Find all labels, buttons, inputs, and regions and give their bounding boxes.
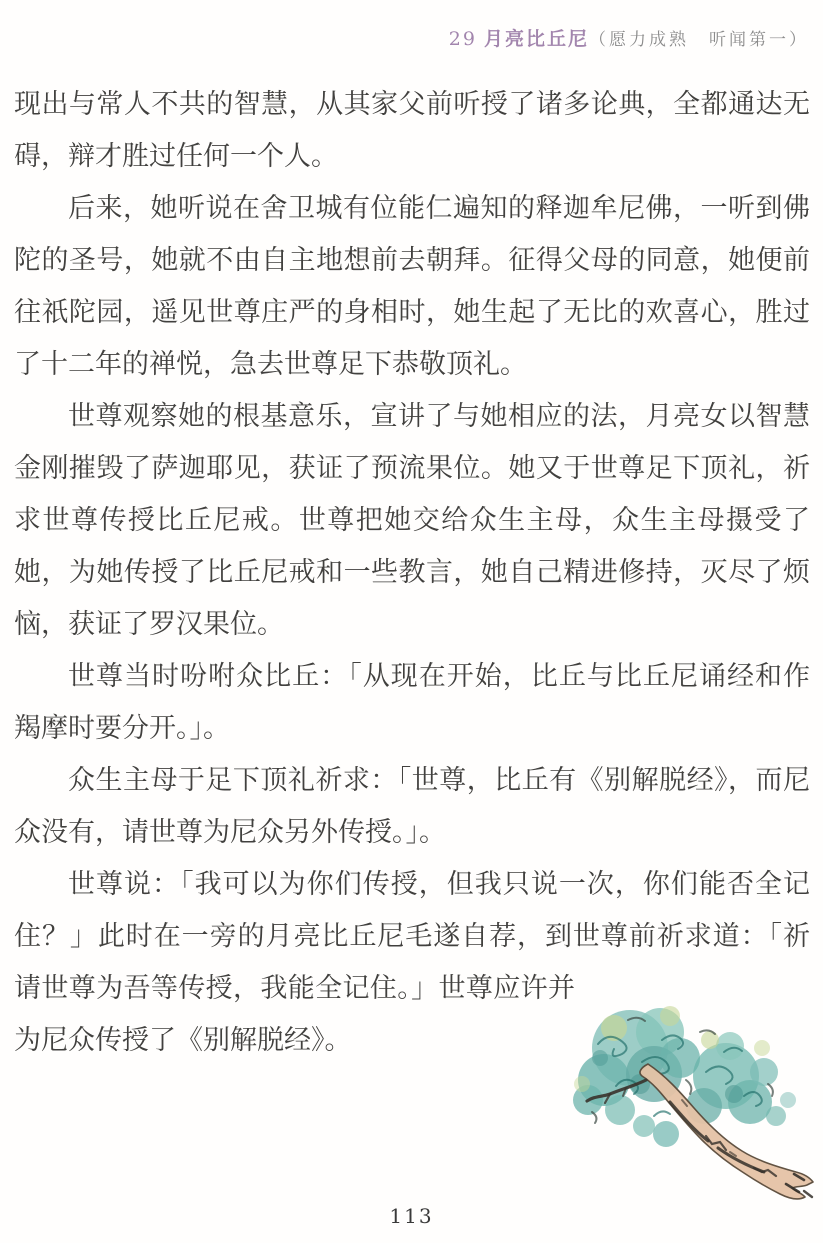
paragraph bbox=[14, 859, 810, 1067]
paragraph bbox=[14, 651, 810, 755]
paragraph-text: 世尊说：「我可以为你们传授，但我只说一次，你们能否全记住？」此时在一旁的月亮比丘尼毛遂自荐，到世尊前祈求道：「祈请世尊为吾等传授，我能全记住。」世尊应许并为尼众传授了《别解脱经》。 bbox=[14, 869, 810, 1056]
paragraph bbox=[14, 755, 810, 859]
body-text bbox=[14, 79, 810, 1071]
paragraph-text: 后来，她听说在舍卫城有位能仁遍知的释迦牟尼佛，一听到佛陀的圣号，她就不由自主地想前去朝拜。征得父母的同意，她便前往祇陀园，遥见世尊庄严的身相时，她生起了无比的欢喜心，胜过了十二年的禅悦，急去世尊足下恭敬顶礼。 bbox=[14, 193, 810, 380]
chapter-subtitle: （愿力成熟 听闻第一） bbox=[589, 30, 809, 50]
page-header bbox=[0, 24, 809, 51]
page-number: 113 bbox=[389, 1204, 434, 1228]
paragraph bbox=[14, 183, 810, 391]
chapter-number: 29 bbox=[448, 28, 477, 50]
paragraph-text: 众生主母于足下顶礼祈求：「世尊，比丘有《别解脱经》，而尼众没有，请世尊为尼众另外传授。」。 bbox=[14, 765, 810, 848]
chapter-title: 月亮比丘尼 bbox=[483, 28, 589, 50]
paragraph bbox=[14, 79, 810, 183]
paragraph-text: 世尊当时吩咐众比丘：「从现在开始，比丘与比丘尼诵经和作羯摩时要分开。」。 bbox=[14, 661, 810, 744]
paragraph-text: 世尊观察她的根基意乐，宣讲了与她相应的法，月亮女以智慧金刚摧毁了萨迦耶见，获证了预流果位。她又于世尊足下顶礼，祈求世尊传授比丘尼戒。世尊把她交给众生主母，众生主母摄受了她，为她传授了比丘尼戒和一些教言，她自己精进修持，灭尽了烦恼，获证了罗汉果位。 bbox=[14, 401, 810, 640]
paragraph-text: 现出与常人不共的智慧，从其家父前听授了诸多论典，全都通达无碍，辩才胜过任何一个人。 bbox=[14, 89, 810, 172]
paragraph bbox=[14, 391, 810, 651]
